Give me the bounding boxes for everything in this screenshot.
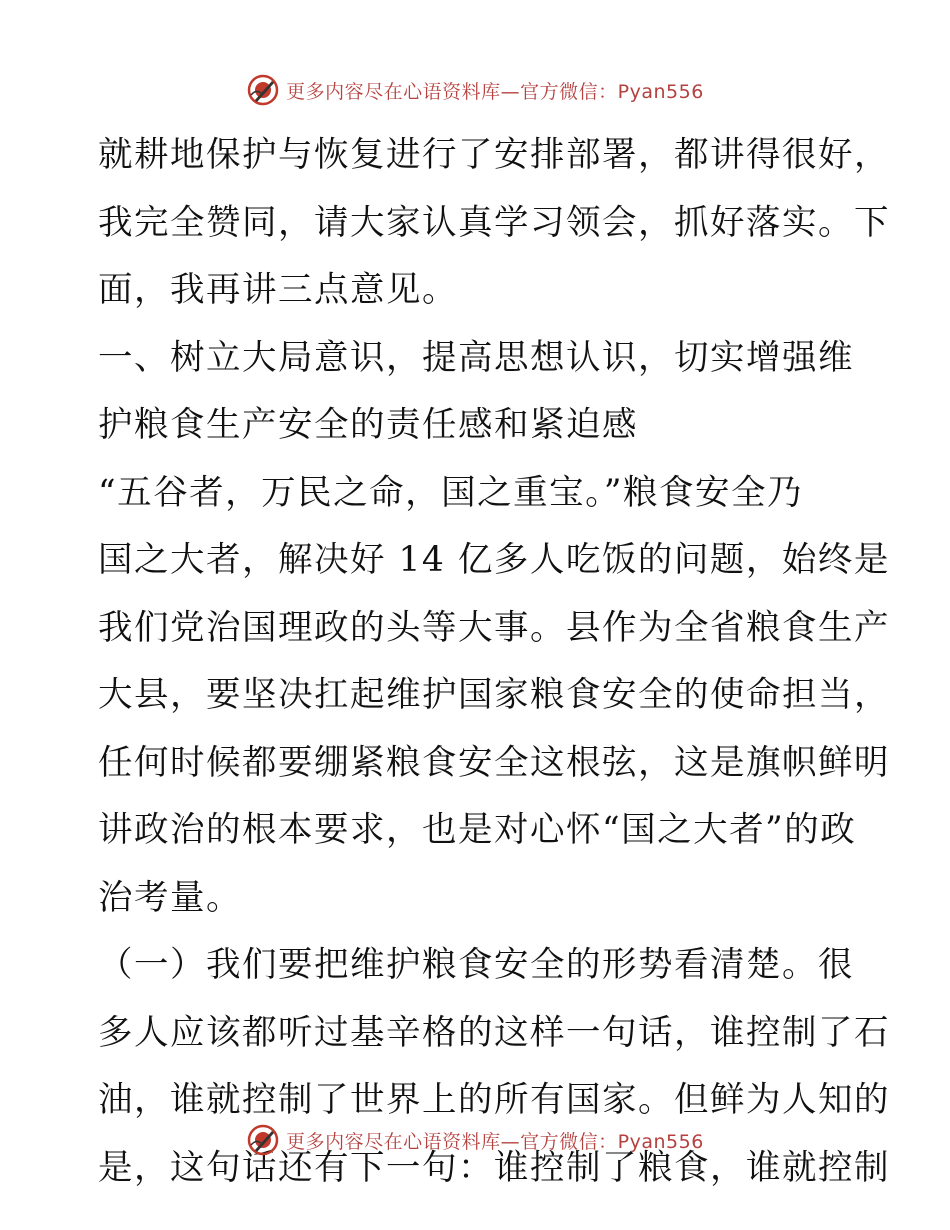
- logo-icon: [246, 73, 280, 107]
- footer-banner-text: [286, 1127, 704, 1154]
- text-line: 大县，要坚决扛起维护国家粮食安全的使命担当，: [98, 675, 890, 715]
- footer-banner-dash: —: [500, 1130, 521, 1153]
- text-line: 我们党治国理政的头等大事。县作为全省粮食生产: [98, 607, 890, 648]
- header-watermark-banner: [0, 70, 950, 110]
- header-banner-text: [286, 77, 704, 104]
- text-line: 国之大者，解决好 14 亿多人吃饭的问题，始终是: [98, 540, 890, 580]
- logo-icon: [246, 1123, 280, 1157]
- header-banner-dash: —: [500, 80, 521, 103]
- footer-watermark-banner: [0, 1120, 950, 1160]
- section-heading-line: 护粮食生产安全的责任感和紧迫感: [98, 405, 638, 445]
- text-line: “五谷者，万民之命，国之重宝。”粮食安全乃: [98, 472, 804, 513]
- text-line: 我完全赞同，请大家认真学习领会，抓好落实。下: [98, 202, 890, 243]
- text-line: 讲政治的根本要求，也是对心怀“国之大者”的政: [98, 810, 857, 850]
- footer-banner-title: 更多内容尽在心语资料库: [286, 1130, 501, 1153]
- text-line: 就耕地保护与恢复进行了安排部署，都讲得很好，: [98, 135, 890, 175]
- text-line: 任何时候都要绷紧粮食安全这根弦，这是旗帜鲜明: [98, 742, 890, 783]
- text-line: 多人应该都听过基辛格的这样一句话，谁控制了石: [98, 1012, 890, 1053]
- text-line: 面，我再讲三点意见。: [98, 270, 458, 310]
- header-banner-wechat: 官方微信：Pyan556: [520, 80, 704, 103]
- header-banner-title: 更多内容尽在心语资料库: [286, 80, 501, 103]
- section-heading-line: 一、树立大局意识，提高思想认识，切实增强维: [98, 337, 854, 378]
- text-line: 是，这句话还有下一句：谁控制了粮食，谁就控制: [98, 1147, 890, 1188]
- body-text: [98, 122, 890, 1202]
- text-line: 治考量。: [98, 877, 242, 918]
- text-line: （一）我们要把维护粮食安全的形势看清楚。很: [98, 945, 854, 985]
- text-line: 油，谁就控制了世界上的所有国家。但鲜为人知的: [98, 1080, 890, 1120]
- footer-banner-wechat: 官方微信：Pyan556: [520, 1130, 704, 1153]
